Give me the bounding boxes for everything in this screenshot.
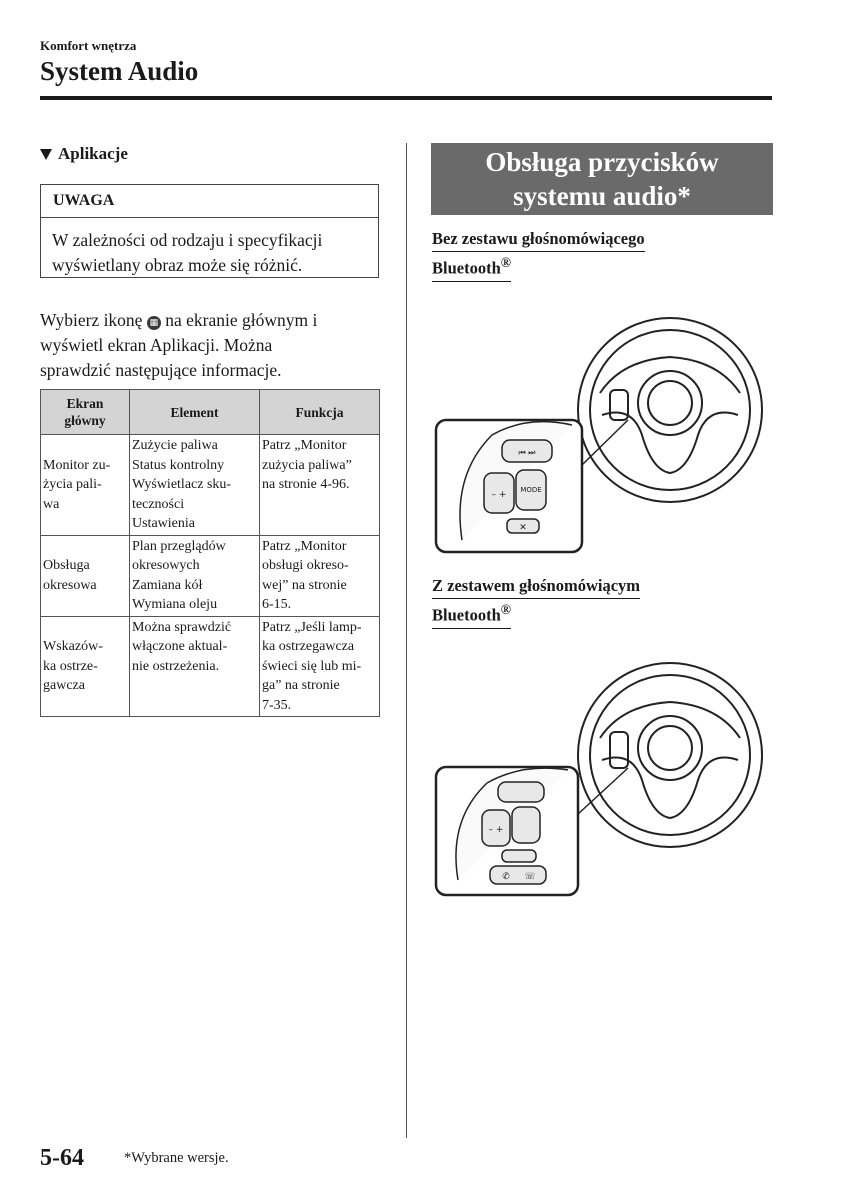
header-element: Element [130,390,260,435]
cell-line: Zamiana kół [132,577,203,593]
triangle-down-icon [40,149,52,160]
cell-line: ka ostrze- [43,658,98,674]
note-box [40,184,379,278]
caption-line [432,252,511,282]
steering-wheel-figure-1 [432,305,792,565]
subheading-text: Aplikacje [58,144,128,163]
cell-line: świeci się lub mi- [262,658,362,674]
cell-line: Zużycie paliwa [132,438,218,453]
cell-line: życia pali- [43,477,102,492]
header-screen [41,390,130,435]
figure1-caption [432,228,645,282]
table-row [41,435,380,536]
intro-text: na ekranie głównym i [165,310,318,330]
hangup-icon: ☏ [524,872,536,882]
cell-elements [130,435,260,536]
column-divider [406,143,407,1138]
note-text [41,218,378,278]
cell-line: obsługi okreso- [262,558,349,573]
phone-icon: ✆ [502,872,510,882]
steering-wheel-figure-2 [432,650,792,910]
cell-line: Patrz „Jeśli lamp- [262,619,362,635]
header-function: Funkcja [260,390,380,435]
page-title: System Audio [40,56,199,86]
cell-screen [41,616,130,717]
cell-line: zużycia paliwa” [262,457,352,473]
section-label: Komfort wnętrza [40,38,137,53]
registered-mark: ® [500,255,512,270]
table-header-row [41,390,380,435]
cell-line: nie ostrzeżenia. [132,658,220,674]
footnote: *Wybrane wersje. [124,1150,229,1166]
cell-line: wa [43,496,60,512]
cell-line: Status kontrolny [132,457,225,473]
cell-line: wej” na stronie [262,577,347,593]
switch-closeup [436,420,582,552]
intro-text: Wybierz ikonę [40,310,143,330]
table-row [41,535,380,616]
cell-line: 6-15. [262,597,292,612]
cell-screen [41,535,130,616]
figure2-caption [432,575,640,629]
intro-line-2: wyświetl ekran Aplikacji. Można [40,335,273,355]
registered-mark: ® [500,602,512,617]
cell-elements [130,535,260,616]
svg-text:– +: – + [488,825,504,835]
caption-bluetooth: Bluetooth [432,605,501,625]
cell-line: teczności [132,496,185,512]
cell-elements [130,616,260,717]
banner-line: systemu audio* [513,181,691,211]
caption-bluetooth: Bluetooth [432,258,501,278]
cell-line: okresowa [43,577,97,593]
header-line: główny [64,413,106,428]
cell-line: 7-35. [262,697,292,713]
page-number: 5-64 [40,1145,84,1171]
cell-line: ga” na stronie [262,678,340,693]
cell-line: Wymiana oleju [132,597,218,612]
cell-screen [41,435,130,536]
banner-line: Obsługa przycisków [485,147,719,177]
header-line: Ekran [66,396,104,411]
cell-line: na stronie 4-96. [262,477,350,492]
note-label: UWAGA [41,185,378,218]
note-line: W zależności od rodzaju i specyfikacji [52,230,323,250]
cell-line: Można sprawdzić [132,619,232,635]
cell-line: Wskazów- [43,639,103,654]
note-line: wyświetlany obraz może się różnić. [52,255,303,275]
mute-icon: ✕ [519,523,527,533]
cell-line: ka ostrzegawcza [262,639,355,654]
cell-line: włączone aktual- [132,639,228,654]
cell-line: Obsługa [43,558,90,573]
cell-line: Wyświetlacz sku- [132,477,232,492]
section-banner [431,143,773,215]
cell-line: Plan przeglądów [132,538,226,554]
title-divider [40,96,772,100]
cell-line: Patrz „Monitor [262,538,347,554]
cell-line: Monitor zu- [43,457,111,473]
steering-wheel-illustration [577,663,762,847]
switch-closeup [436,767,578,895]
caption-line [432,599,511,629]
intro-line-3: sprawdzić następujące informacje. [40,360,282,380]
cell-line: Ustawienia [132,516,195,531]
cell-function [260,535,380,616]
table-row [41,616,380,717]
steering-wheel-illustration [578,318,762,502]
applications-icon: ▦ [147,316,161,330]
cell-line: Patrz „Monitor [262,438,347,453]
info-table [40,389,380,717]
caption-line: Bez zestawu głośnomówiącego [432,228,645,252]
seek-label: ⏮ ⏭ [518,448,536,457]
intro-paragraph [40,308,385,383]
cell-line: okresowych [132,558,200,573]
cell-function [260,616,380,717]
cell-line: gawcza [43,678,85,693]
cell-function [260,435,380,536]
svg-text:– +: – + [491,490,507,500]
intro-line-1 [40,308,385,333]
caption-line: Z zestawem głośnomówiącym [432,575,640,599]
mode-label: MODE [520,486,542,494]
subheading [40,144,128,164]
